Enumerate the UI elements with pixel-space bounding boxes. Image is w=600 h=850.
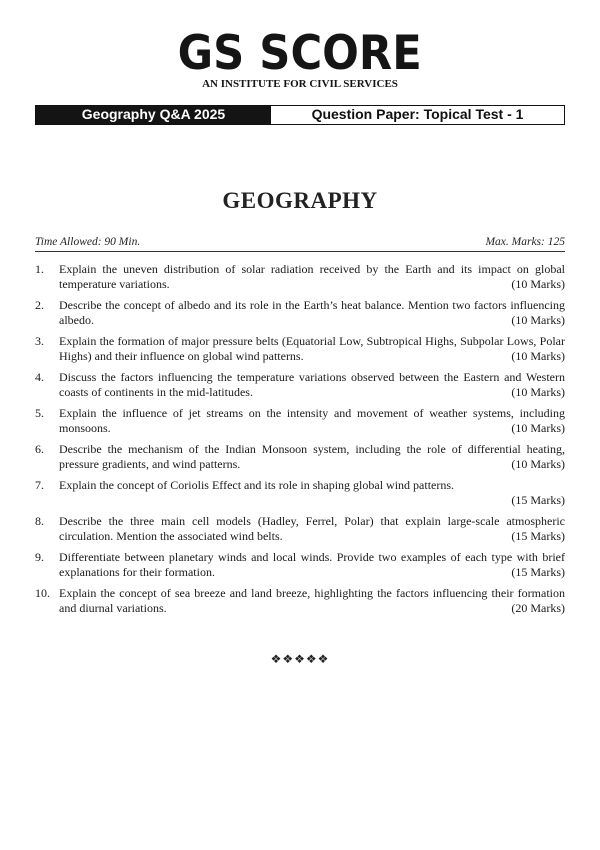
question-number: 2. xyxy=(35,298,44,312)
question-number: 1. xyxy=(35,262,44,276)
question-marks: (15 Marks) xyxy=(511,565,565,579)
question-item xyxy=(35,406,565,436)
question-marks: (10 Marks) xyxy=(511,421,565,435)
question-text: Describe the concept of albedo and its role in the Earth’s heat balance. Mention two factors influencing albedo. xyxy=(59,298,565,327)
question-text: Explain the formation of major pressure belts (Equatorial Low, Subtropical Highs, Subpolar Lows, Polar Highs) and their influence on global wind patterns. xyxy=(59,334,565,363)
question-list xyxy=(35,262,565,622)
question-item xyxy=(35,478,565,508)
question-number: 4. xyxy=(35,370,44,384)
question-marks: (15 Marks) xyxy=(511,529,565,543)
banner-paper-label: Question Paper: Topical Test - 1 xyxy=(311,106,524,122)
time-allowed: Time Allowed: 90 Min. xyxy=(35,236,141,248)
question-text: Explain the influence of jet streams on the intensity and movement of weather systems, including monsoons. xyxy=(59,406,565,435)
question-item xyxy=(35,370,565,400)
question-marks: (10 Marks) xyxy=(511,277,565,291)
question-marks: (10 Marks) xyxy=(511,349,565,363)
question-item xyxy=(35,514,565,544)
question-number: 8. xyxy=(35,514,44,528)
question-item xyxy=(35,298,565,328)
question-number: 5. xyxy=(35,406,44,420)
question-marks: (10 Marks) xyxy=(511,385,565,399)
end-ornament: ❖❖❖❖❖ xyxy=(270,652,330,666)
question-text: Differentiate between planetary winds and local winds. Provide two examples of each type with brief explanations for their formation. xyxy=(59,550,565,579)
question-item xyxy=(35,586,565,616)
question-text: Explain the uneven distribution of solar radiation received by the Earth and its impact on global temperature variations. xyxy=(59,262,565,291)
question-number: 3. xyxy=(35,334,44,348)
institute-logo xyxy=(0,26,600,91)
logo-wordmark: GS SCORE xyxy=(177,26,423,81)
logo-tagline: AN INSTITUTE FOR CIVIL SERVICES xyxy=(202,78,398,90)
question-marks: (10 Marks) xyxy=(511,457,565,471)
question-number: 7. xyxy=(35,478,44,492)
divider xyxy=(35,251,565,252)
header-banner xyxy=(35,105,565,125)
question-marks: (10 Marks) xyxy=(511,313,565,327)
question-text: Explain the concept of sea breeze and land breeze, highlighting the factors influencing their formation and diurnal variations. xyxy=(59,586,565,615)
question-text: Discuss the factors influencing the temperature variations observed between the Eastern and Western coasts of continents in the mid-latitudes. xyxy=(59,370,565,399)
banner-series-label: Geography Q&A 2025 xyxy=(36,106,271,124)
max-marks: Max. Marks: 125 xyxy=(485,236,565,248)
question-number: 10. xyxy=(35,586,50,600)
question-text: Describe the three main cell models (Hadley, Ferrel, Polar) that explain large-scale atmospheric circulation. Mention the associated wind belts. xyxy=(59,514,565,543)
question-text: Describe the mechanism of the Indian Monsoon system, including the role of differential heating, pressure gradients, and wind patterns. xyxy=(59,442,565,471)
question-marks: (20 Marks) xyxy=(511,601,565,615)
page-title: GEOGRAPHY xyxy=(222,188,378,213)
question-text: Explain the concept of Coriolis Effect and its role in shaping global wind patterns. xyxy=(59,478,455,492)
question-number: 9. xyxy=(35,550,44,564)
question-number: 6. xyxy=(35,442,44,456)
question-item xyxy=(35,334,565,364)
question-item xyxy=(35,262,565,292)
question-item xyxy=(35,550,565,580)
question-marks: (15 Marks) xyxy=(511,493,565,507)
question-item xyxy=(35,442,565,472)
